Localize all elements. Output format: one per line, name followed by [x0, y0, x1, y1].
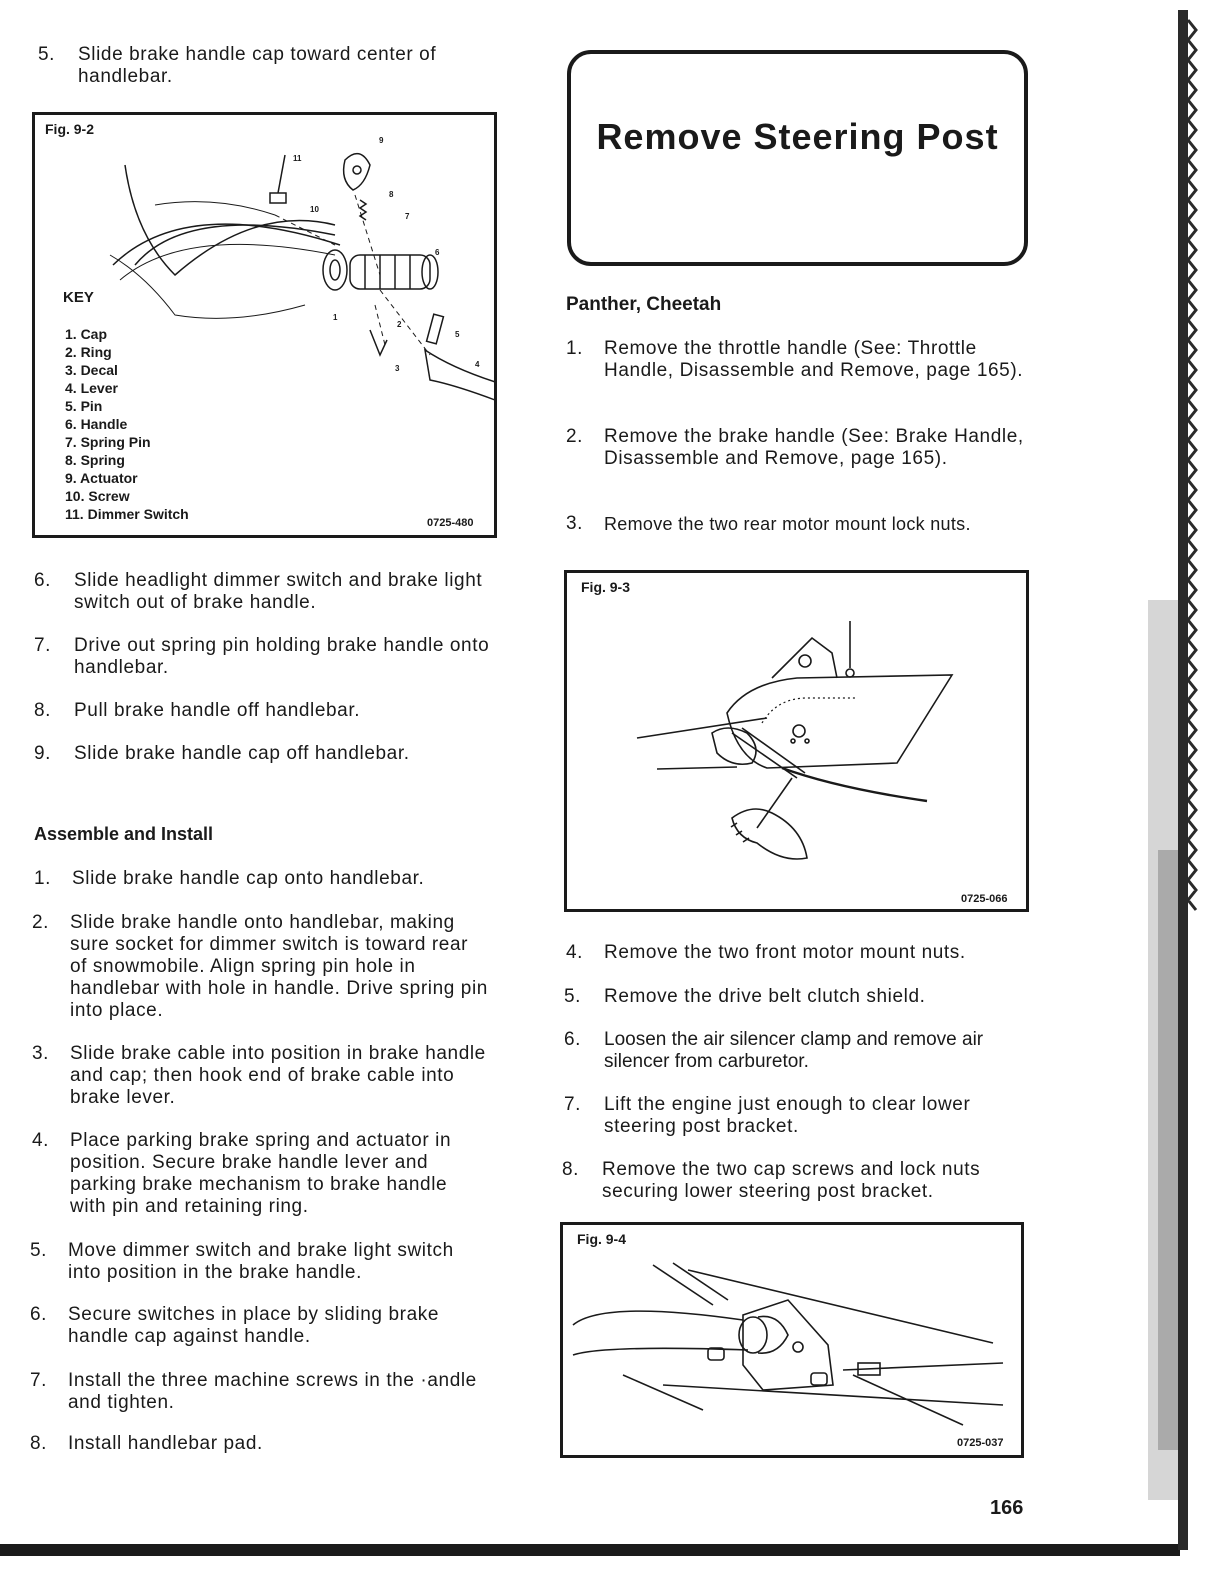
motor-mount-wrench-diagram [567, 573, 1026, 909]
key-item: 3. Decal [65, 362, 118, 378]
model-subheading: Panther, Cheetah [566, 294, 722, 315]
step-number: 4. [32, 1130, 50, 1151]
step-text: Remove the drive belt clutch shield. [604, 986, 926, 1007]
figure-code: 0725-066 [961, 893, 1008, 905]
key-item: 4. Lever [65, 380, 118, 396]
callout-4: 4 [475, 360, 480, 369]
step-number: 6. [30, 1304, 48, 1325]
figure-code: 0725-480 [427, 517, 474, 529]
key-item: 11. Dimmer Switch [65, 506, 189, 522]
key-item: 1. Cap [65, 326, 108, 342]
step-number: 4. [566, 942, 584, 963]
step-text: Remove the throttle handle (See: Throttle Handle, Disassemble and Remove, page 165). [604, 338, 1024, 381]
step-text: Pull brake handle off handlebar. [74, 700, 361, 721]
step-number: 5. [564, 986, 582, 1007]
step-text: Install handlebar pad. [68, 1433, 263, 1454]
key-item: 10. Screw [65, 488, 130, 504]
step-number: 1. [34, 868, 52, 889]
step-number: 9. [34, 743, 52, 764]
step-number: 5. [38, 44, 56, 65]
step-text: Remove the brake handle (See: Brake Handle, Disassemble and Remove, page 165). [604, 426, 1024, 469]
callout-3: 3 [395, 364, 400, 373]
callout-6: 6 [435, 248, 440, 257]
callout-2: 2 [397, 320, 402, 329]
callout-9: 9 [379, 136, 384, 145]
key-item: 7. Spring Pin [65, 434, 151, 450]
callout-1: 1 [333, 313, 338, 322]
callout-11: 11 [293, 154, 302, 163]
step-text: Remove the two rear motor mount lock nuts. [604, 514, 971, 534]
callout-7: 7 [405, 212, 410, 221]
step-text: Slide brake handle onto handlebar, making sure socket for dimmer switch is toward rear of snowmobile. Align spring pin hole in handlebar with hole in handle. Drive spring pin into place. [70, 912, 488, 1021]
page-number: 166 [990, 1497, 1024, 1519]
callout-5: 5 [455, 330, 460, 339]
step-number: 7. [34, 635, 52, 656]
step-number: 3. [566, 513, 584, 534]
figure-label: Fig. 9-2 [45, 121, 95, 137]
key-title: KEY [63, 289, 94, 306]
step-number: 8. [30, 1433, 48, 1454]
step-number: 2. [32, 912, 50, 933]
step-text: Remove the two cap screws and lock nuts securing lower steering post bracket. [602, 1159, 981, 1202]
step-number: 1. [566, 338, 584, 359]
step-text: Slide brake handle cap off handlebar. [74, 743, 410, 764]
step-text: Drive out spring pin holding brake handle onto handlebar. [74, 635, 490, 678]
callout-10: 10 [310, 205, 319, 214]
section-title-box [567, 50, 1028, 266]
step-text: Slide brake cable into position in brake handle and cap; then hook end of brake cable into brake lever. [70, 1043, 486, 1108]
step-number: 2. [566, 426, 584, 447]
step-text: Loosen the air silencer clamp and remove air silencer from carburetor. [604, 1029, 984, 1072]
key-item: 5. Pin [65, 398, 103, 414]
section-title: Remove Steering Post [596, 116, 999, 157]
step-text: Install the three machine screws in the ·andle and tighten. [68, 1370, 477, 1413]
figure-label: Fig. 9-4 [577, 1231, 627, 1247]
step-text: Remove the two front motor mount nuts. [604, 942, 966, 963]
figure-9-4 [560, 1222, 1024, 1458]
scan-bottom-edge [0, 1544, 1180, 1556]
figure-9-3 [564, 570, 1029, 912]
step-text: Secure switches in place by sliding brake handle cap against handle. [68, 1304, 439, 1347]
step-text: Lift the engine just enough to clear lower steering post bracket. [604, 1094, 971, 1137]
step-number: 8. [34, 700, 52, 721]
step-number: 6. [34, 570, 52, 591]
figure-label: Fig. 9-3 [581, 579, 631, 595]
key-item: 9. Actuator [65, 470, 138, 486]
callout-8: 8 [389, 190, 394, 199]
step-text: Place parking brake spring and actuator in position. Secure brake handle lever and parking brake mechanism to brake handle with pin and retaining ring. [70, 1130, 452, 1217]
step-number: 7. [30, 1370, 48, 1391]
key-item: 8. Spring [65, 452, 125, 468]
assemble-heading: Assemble and Install [34, 824, 214, 844]
step-number: 5. [30, 1240, 48, 1261]
scan-binding-edge [1140, 0, 1224, 1584]
step-text: Move dimmer switch and brake light switch into position in the brake handle. [68, 1240, 454, 1283]
key-item: 2. Ring [65, 344, 112, 360]
step-text: Slide brake handle cap toward center of handlebar. [78, 44, 437, 87]
step-text: Slide brake handle cap onto handlebar. [72, 868, 425, 889]
step-text: Slide headlight dimmer switch and brake light switch out of brake handle. [74, 570, 483, 613]
step-number: 6. [564, 1029, 582, 1050]
figure-9-2 [32, 112, 497, 538]
key-item: 6. Handle [65, 416, 128, 432]
steering-post-bracket-diagram [563, 1225, 1021, 1455]
step-number: 8. [562, 1159, 580, 1180]
key-list [65, 325, 189, 523]
step-number: 3. [32, 1043, 50, 1064]
step-number: 7. [564, 1094, 582, 1115]
figure-code: 0725-037 [957, 1437, 1004, 1449]
